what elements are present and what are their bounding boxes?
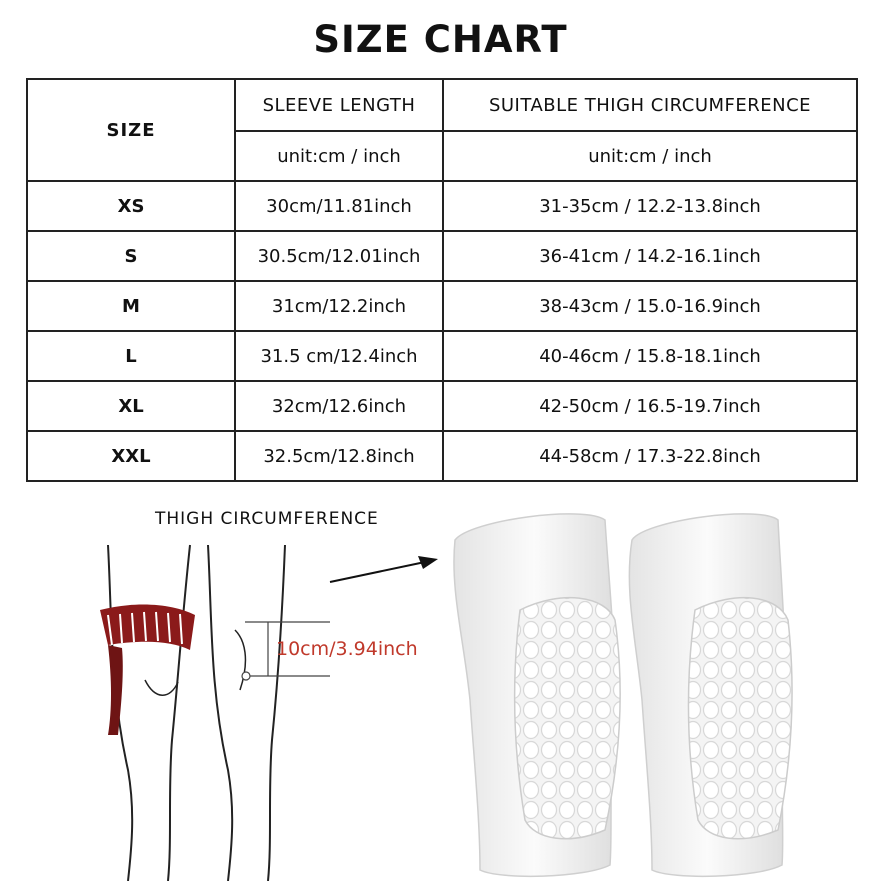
size-cell: XXL bbox=[27, 431, 235, 481]
measurement-illustration bbox=[0, 480, 881, 881]
size-cell: S bbox=[27, 231, 235, 281]
size-cell: XS bbox=[27, 181, 235, 231]
measuring-tape bbox=[100, 605, 195, 735]
size-cell: L bbox=[27, 331, 235, 381]
sleeve-cell: 32.5cm/12.8inch bbox=[235, 431, 443, 481]
thigh-cell: 44-58cm / 17.3-22.8inch bbox=[443, 431, 857, 481]
thigh-cell: 36-41cm / 14.2-16.1inch bbox=[443, 231, 857, 281]
thigh-circumference-header: SUITABLE THIGH CIRCUMFERENCE bbox=[443, 79, 857, 131]
table-row bbox=[27, 281, 857, 331]
table-row bbox=[27, 181, 857, 231]
sleeve-cell: 32cm/12.6inch bbox=[235, 381, 443, 431]
thigh-cell: 42-50cm / 16.5-19.7inch bbox=[443, 381, 857, 431]
sleeve-cell: 31.5 cm/12.4inch bbox=[235, 331, 443, 381]
page-title: SIZE CHART bbox=[313, 18, 568, 61]
thigh-cell: 40-46cm / 15.8-18.1inch bbox=[443, 331, 857, 381]
sleeve-cell: 30cm/11.81inch bbox=[235, 181, 443, 231]
sleeve-length-unit: unit:cm / inch bbox=[235, 131, 443, 181]
size-column-header: SIZE bbox=[27, 79, 235, 181]
table-row bbox=[27, 381, 857, 431]
table-row bbox=[27, 331, 857, 381]
thigh-circumference-unit: unit:cm / inch bbox=[443, 131, 857, 181]
thigh-circumference-label: THIGH CIRCUMFERENCE bbox=[155, 509, 379, 529]
legs-drawing bbox=[108, 545, 285, 881]
table-row bbox=[27, 231, 857, 281]
size-cell: M bbox=[27, 281, 235, 331]
size-chart-table bbox=[26, 78, 858, 482]
sleeve-length-header: SLEEVE LENGTH bbox=[235, 79, 443, 131]
table-header-row bbox=[27, 79, 857, 131]
knee-sleeve-left bbox=[454, 514, 620, 876]
thigh-cell: 38-43cm / 15.0-16.9inch bbox=[443, 281, 857, 331]
measure-distance-label: 10cm/3.94inch bbox=[276, 638, 418, 660]
thigh-cell: 31-35cm / 12.2-13.8inch bbox=[443, 181, 857, 231]
knee-sleeve-right bbox=[629, 514, 792, 876]
arrow-icon bbox=[330, 556, 438, 582]
size-cell: XL bbox=[27, 381, 235, 431]
sleeve-cell: 31cm/12.2inch bbox=[235, 281, 443, 331]
table-row bbox=[27, 431, 857, 481]
sleeve-cell: 30.5cm/12.01inch bbox=[235, 231, 443, 281]
